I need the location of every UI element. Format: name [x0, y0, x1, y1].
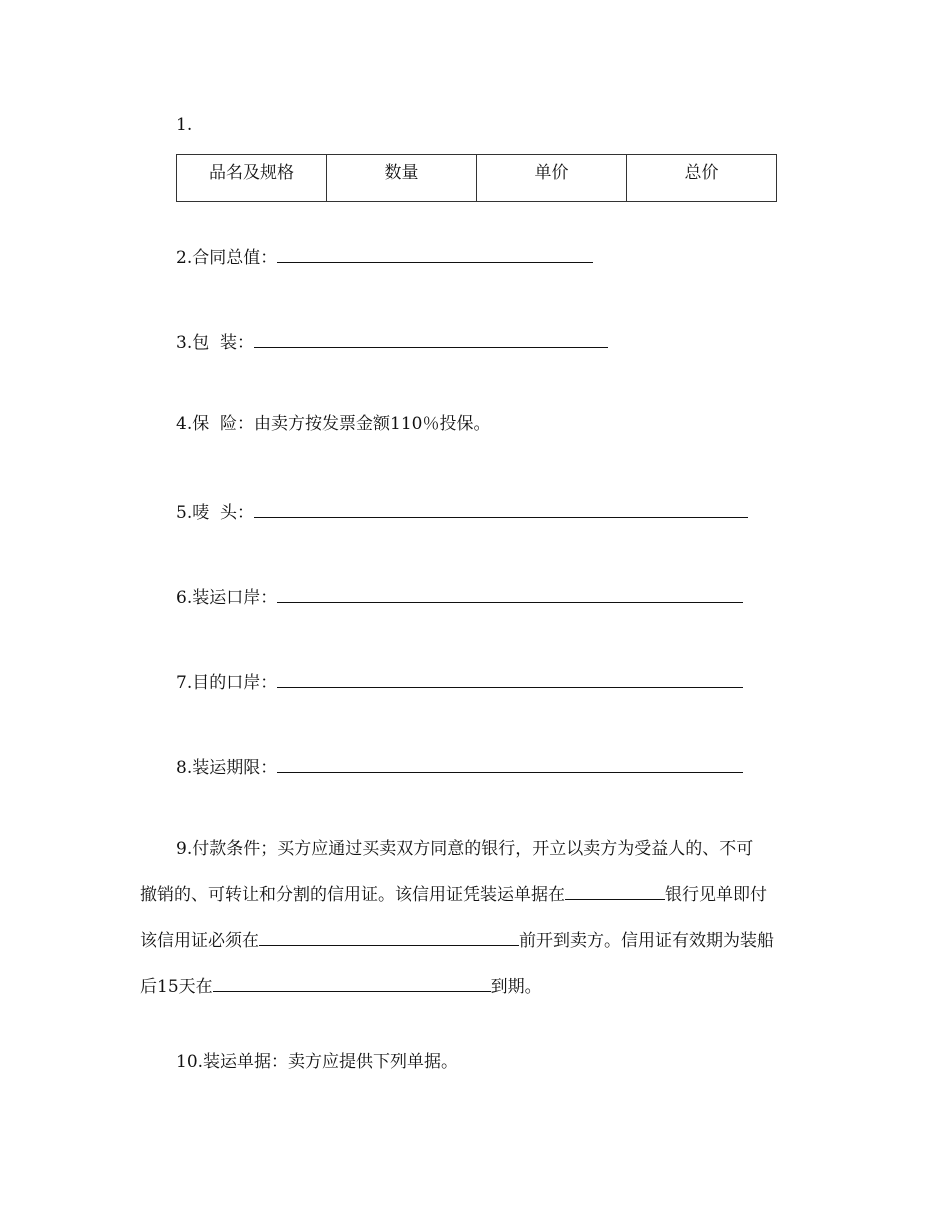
loading-port-label: 6.装运口岸： [176, 588, 278, 608]
payment-line-3 [140, 918, 812, 964]
goods-header-unit-price: 单价 [477, 155, 627, 202]
payment-line-2-text-b: 银行见单即付 [665, 885, 767, 905]
goods-header-quantity: 数量 [327, 155, 477, 202]
marks-row [176, 499, 748, 524]
payment-line-3-text-a: 该信用证必须在 [140, 931, 259, 951]
payment-expiry-place-blank[interactable] [213, 973, 491, 992]
shipment-period-row [176, 754, 743, 779]
loading-port-row [176, 584, 743, 609]
destination-port-label: 7.目的口岸： [176, 673, 278, 693]
insurance-text: 4.保 险：由卖方按发票金额110％投保。 [176, 414, 491, 434]
goods-table-header-row [177, 155, 777, 202]
goods-header-total-price: 总价 [627, 155, 777, 202]
payment-line-2 [140, 872, 812, 918]
goods-header-name-spec: 品名及规格 [177, 155, 327, 202]
payment-terms-paragraph [140, 826, 812, 1010]
payment-line-3-text-b: 前开到卖方。信用证有效期为装船 [519, 931, 774, 951]
shipping-docs-text: 10.装运单据：卖方应提供下列单据。 [176, 1052, 459, 1072]
shipment-period-blank[interactable] [277, 754, 743, 773]
insurance-row [176, 413, 490, 435]
marks-blank[interactable] [254, 499, 748, 518]
destination-port-blank[interactable] [277, 669, 743, 688]
payment-line-4 [140, 964, 812, 1010]
marks-label: 5.唛 头： [176, 503, 255, 523]
payment-open-date-blank[interactable] [259, 927, 519, 946]
total-value-blank[interactable] [277, 244, 593, 263]
packing-blank[interactable] [254, 329, 608, 348]
payment-line-4-text-b: 到期。 [490, 977, 542, 997]
payment-line-1: 9.付款条件；买方应通过买卖双方同意的银行，开立以卖方为受益人的、不可 [176, 839, 754, 859]
payment-line-4-text-a: 后15天在 [140, 977, 213, 997]
packing-label: 3.包 装： [176, 333, 255, 353]
loading-port-blank[interactable] [277, 584, 743, 603]
shipment-period-label: 8.装运期限： [176, 758, 278, 778]
goods-table [176, 154, 777, 202]
total-value-label: 2.合同总值： [176, 248, 278, 268]
payment-bank-blank[interactable] [565, 881, 665, 900]
payment-line-2-text-a: 撤销的、可转让和分割的信用证。该信用证凭装运单据在 [140, 885, 565, 905]
total-value-row [176, 244, 593, 269]
item-1-number: 1. [176, 115, 193, 135]
packing-row [176, 329, 608, 354]
destination-port-row [176, 669, 743, 694]
shipping-docs-row [176, 1051, 458, 1073]
